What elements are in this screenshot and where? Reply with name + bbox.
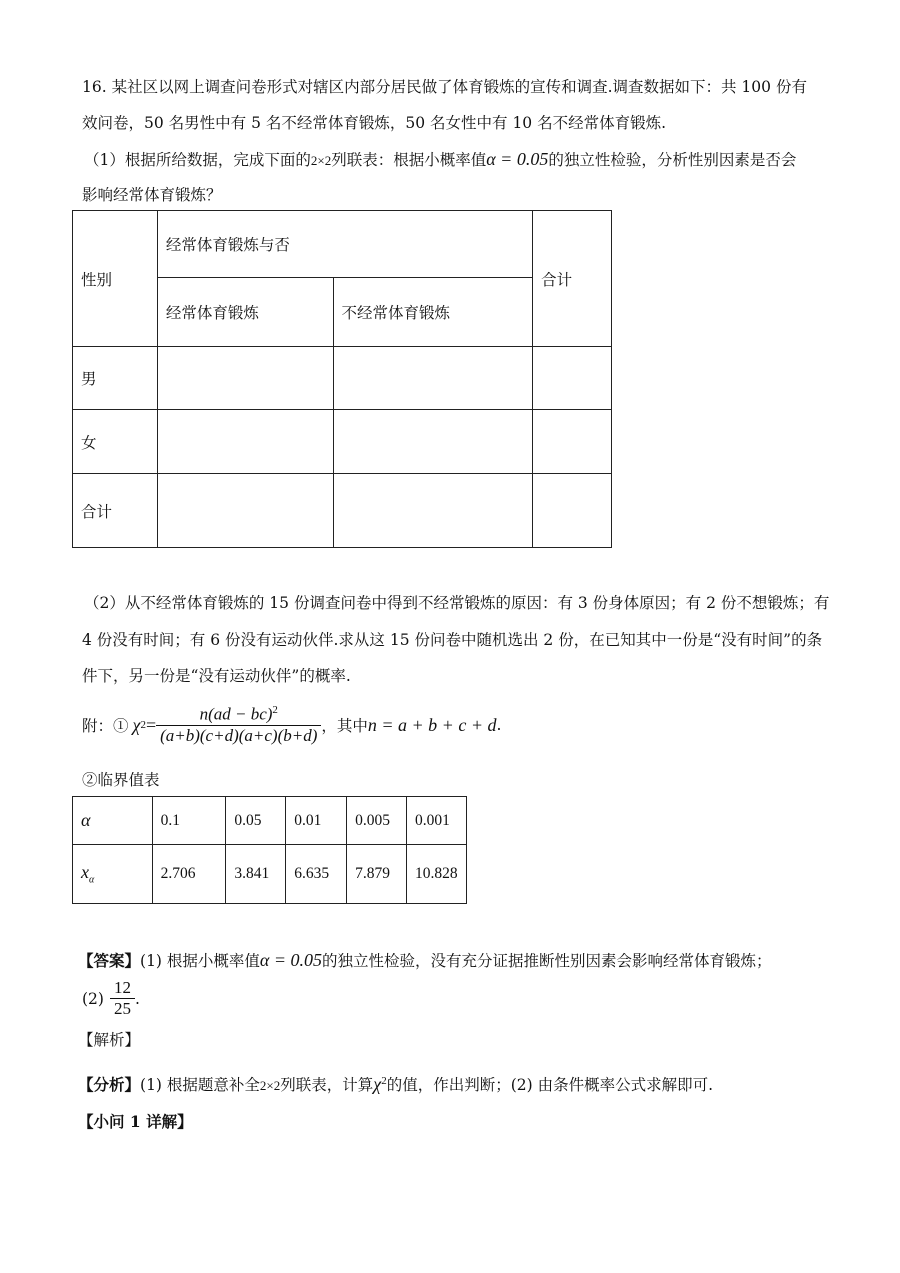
regular-exercise-header: 经常体育锻炼	[157, 278, 333, 347]
answer-2-period: .	[134, 989, 140, 1008]
equals-sign: =	[145, 714, 157, 735]
table-cell	[333, 410, 533, 474]
critical-value: 3.841	[226, 845, 286, 904]
alpha-value: 0.005	[347, 797, 407, 845]
answer-line-2	[82, 978, 140, 1019]
alpha-value: 0.1	[152, 797, 226, 845]
critical-value: 10.828	[407, 845, 467, 904]
q1-suffix: 的独立性检验，分析性别因素是否会	[548, 151, 797, 169]
fenxi-label: 【分析】	[78, 1075, 141, 1095]
irregular-exercise-header: 不经常体育锻炼	[333, 278, 533, 347]
critical-value: 7.879	[347, 845, 407, 904]
answer-label: 【答案】	[78, 951, 141, 970]
chi-square-formula: 附：① χ 2 = $\frac{n(ad - bc)^2}{(a+b)(c+d)(a+c)(b+d)}$ ，其中 n = a + b + c + d .	[82, 704, 502, 745]
question-2-line-2: 4 份没有时间；有 6 份没有运动伙伴.求从这 15 份问卷中随机选出 2 份，在已知其中一份是“没有时间”的条	[82, 631, 823, 649]
q1-prefix: （1）根据所给数据，完成下面的	[84, 151, 311, 169]
chi-symbol: χ	[132, 714, 141, 735]
table-cell	[157, 347, 333, 410]
critical-value: 6.635	[286, 845, 347, 904]
table-cell	[157, 474, 333, 548]
table-cell	[533, 474, 612, 548]
answer-2-fraction	[110, 978, 135, 1019]
answer-2-denominator: 25	[110, 998, 135, 1019]
fenxi-text-2: 列联表，计算	[280, 1076, 374, 1095]
answer-line-1	[78, 950, 772, 971]
male-row-label: 男	[73, 347, 158, 410]
critical-value: 2.706	[152, 845, 226, 904]
answer-2-prefix: (2)	[82, 989, 104, 1008]
alpha-value: 0.01	[286, 797, 347, 845]
alpha-row-label: α	[73, 797, 153, 845]
formula-denominator: (a+b)(c+d)(a+c)(b+d)	[156, 725, 321, 746]
alpha-value: 0.001	[407, 797, 467, 845]
table-cell	[333, 347, 533, 410]
gender-header: 性别	[73, 211, 158, 347]
answer-1-suffix: 的独立性检验，没有充分证据推断性别因素会影响经常体育锻炼；	[322, 952, 772, 970]
alpha-value: 0.05	[226, 797, 286, 845]
group-header: 经常体育锻炼与否	[157, 211, 532, 278]
x-alpha-row-label: $x_\alpha$	[73, 845, 153, 904]
total-col-header: 合计	[533, 211, 612, 347]
critical-table-title: ②临界值表	[82, 771, 160, 789]
fenxi-text-1: (1) 根据题意补全	[140, 1076, 260, 1095]
formula-numerator: n(ad − bc)	[199, 704, 273, 724]
question-2-line-3: 件下，另一份是“没有运动伙伴”的概率.	[82, 667, 351, 685]
table-cell	[533, 410, 612, 474]
question-1-line-2: 影响经常体育锻炼？	[82, 186, 222, 204]
answer-2-numerator: 12	[113, 978, 131, 997]
total-row-label: 合计	[73, 474, 158, 548]
analysis-label: 【解析】	[78, 1031, 141, 1049]
table-cell	[157, 410, 333, 474]
formula-period: .	[496, 716, 502, 734]
fenxi-line: 【分析】(1) 根据题意补全2×2列联表，计算$\chi^2$的值，作出判断；(2) 由条件概率公式求解即可.	[78, 1074, 713, 1095]
n-definition: n = a + b + c + d	[367, 714, 497, 735]
question-1-line-1	[84, 149, 796, 171]
where-text: ，其中	[321, 717, 368, 735]
q1-mid: 列联表：根据小概率值	[331, 151, 487, 169]
problem-line-2: 效问卷，50 名男性中有 5 名不经常体育锻炼，50 名女性中有 10 名不经常体育锻炼.	[82, 114, 667, 132]
contingency-table	[72, 210, 612, 548]
subquestion-1-label: 【小问 1 详解】	[78, 1112, 193, 1131]
fenxi-text-3: 的值，作出判断；(2) 由条件概率公式求解即可.	[386, 1076, 713, 1095]
critical-value-table	[72, 796, 467, 904]
fenxi-dimension: 2×2	[259, 1078, 281, 1094]
table-cell	[533, 347, 612, 410]
question-2-line-1: （2）从不经常体育锻炼的 15 份调查问卷中得到不经常锻炼的原因：有 3 份身体原因；有 2 份不想锻炼；有	[84, 594, 830, 612]
fenxi-chi: χ	[373, 1074, 382, 1095]
q1-dimension: 2×2	[310, 153, 332, 168]
female-row-label: 女	[73, 410, 158, 474]
q1-alpha: α = 0.05	[486, 149, 549, 169]
appendix-prefix: 附：①	[82, 717, 129, 735]
answer-1-prefix: (1) 根据小概率值	[140, 952, 260, 970]
table-cell	[333, 474, 533, 548]
chi-square-fraction: $\frac{n(ad - bc)^2}{(a+b)(c+d)(a+c)(b+d)}$	[156, 704, 321, 746]
answer-1-alpha: α = 0.05	[259, 950, 323, 970]
problem-line-1: 16. 某社区以网上调查问卷形式对辖区内部分居民做了体育锻炼的宣传和调查.调查数据如下：共 100 份有	[82, 78, 807, 96]
